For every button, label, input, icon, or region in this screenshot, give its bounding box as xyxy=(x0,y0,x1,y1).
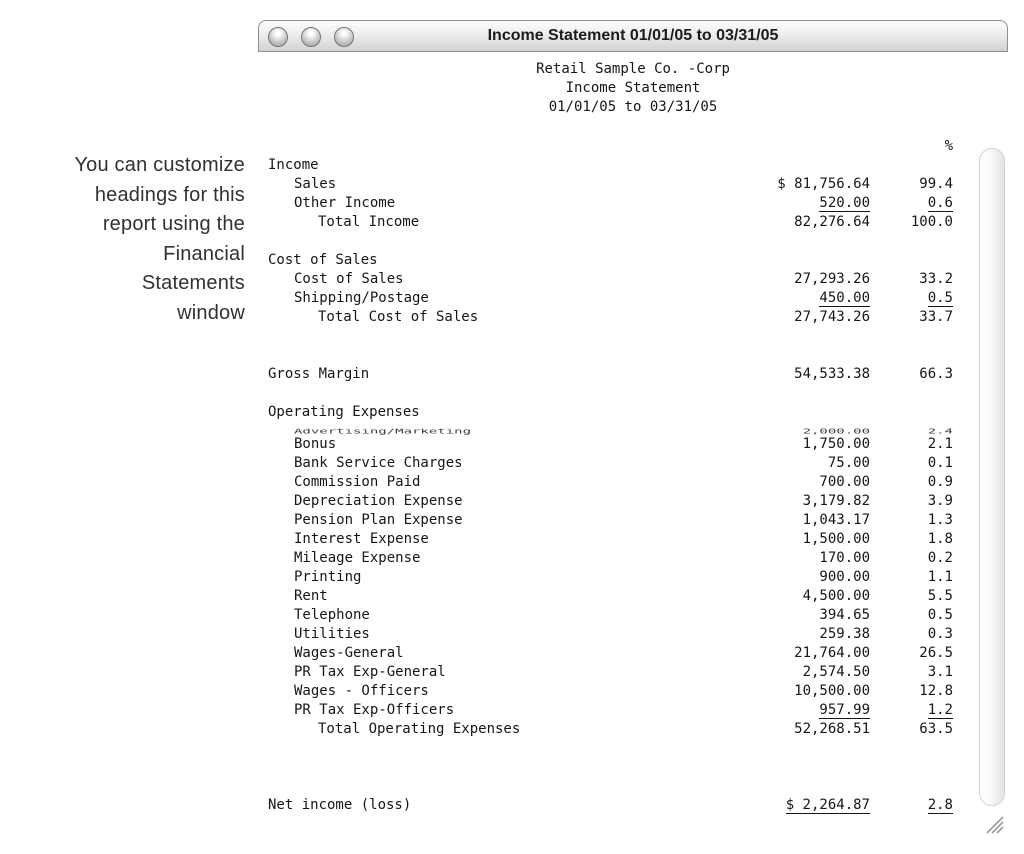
report-header xyxy=(258,52,1008,117)
report-section xyxy=(258,156,1008,232)
margin-note xyxy=(0,151,245,328)
section-header xyxy=(258,251,1008,270)
row-amount: 450.00 xyxy=(819,290,870,306)
row-label: Operating Expenses xyxy=(268,404,420,420)
row-amount: 27,293.26 xyxy=(794,271,870,287)
report-section xyxy=(258,403,1008,739)
row-label: Net income (loss) xyxy=(268,797,412,813)
row-percent: 12.8 xyxy=(919,683,953,699)
row-percent: 100.0 xyxy=(910,214,953,230)
report-row xyxy=(258,270,1008,289)
margin-note-line: window xyxy=(177,301,245,324)
row-amount xyxy=(700,251,870,270)
margin-note-line: report using the xyxy=(102,213,245,235)
company-name: Retail Sample Co. -Corp xyxy=(536,61,730,77)
row-amount: 394.65 xyxy=(819,607,870,623)
row-label: Total Cost of Sales xyxy=(318,309,479,325)
report-section xyxy=(258,365,1008,384)
scrollbar-thumb[interactable] xyxy=(979,148,1005,806)
minimize-button[interactable] xyxy=(301,27,321,47)
report-row xyxy=(258,289,1008,308)
row-percent: 26.5 xyxy=(919,645,953,661)
report-row xyxy=(258,422,1008,435)
row-amount xyxy=(700,156,870,175)
row-percent: 99.4 xyxy=(919,176,953,192)
zoom-button[interactable] xyxy=(334,27,354,47)
report-title: Income Statement xyxy=(565,80,701,96)
report-row xyxy=(258,213,1008,232)
window-titlebar[interactable] xyxy=(258,20,1008,52)
row-label: Pension Plan Expense xyxy=(294,512,463,528)
row-amount xyxy=(700,403,870,422)
margin-note-line: You can customize xyxy=(74,154,245,176)
report-row xyxy=(258,663,1008,682)
row-percent: 1.8 xyxy=(927,531,953,547)
row-label: Shipping/Postage xyxy=(294,290,429,306)
row-label: Interest Expense xyxy=(294,531,429,547)
row-percent: 2.8 xyxy=(927,797,953,813)
row-percent: 63.5 xyxy=(919,721,953,737)
report-row xyxy=(258,587,1008,606)
report-row xyxy=(258,511,1008,530)
window-title: Income Statement 01/01/05 to 03/31/05 xyxy=(487,27,779,44)
report-row xyxy=(258,644,1008,663)
row-label: Income xyxy=(268,157,319,173)
row-percent: 2.1 xyxy=(927,436,953,452)
column-header-row xyxy=(258,137,1008,156)
report-row xyxy=(258,720,1008,739)
row-percent: 0.3 xyxy=(927,626,953,642)
row-percent: 33.2 xyxy=(919,271,953,287)
row-label: Cost of Sales xyxy=(294,271,404,287)
report-row xyxy=(258,435,1008,454)
row-amount: 700.00 xyxy=(819,474,870,490)
row-label: PR Tax Exp-General xyxy=(294,664,446,680)
row-label: Wages - Officers xyxy=(294,683,429,699)
row-amount: 1,043.17 xyxy=(802,512,870,528)
row-amount: 75.00 xyxy=(827,455,870,471)
row-amount: 3,179.82 xyxy=(802,493,870,509)
row-percent: 1.2 xyxy=(927,702,953,718)
row-label: Depreciation Expense xyxy=(294,493,463,509)
report-row xyxy=(258,568,1008,587)
row-percent: 1.3 xyxy=(927,512,953,528)
row-label: Printing xyxy=(294,569,362,585)
report-row xyxy=(258,194,1008,213)
row-amount: 54,533.38 xyxy=(794,366,870,382)
row-label: Mileage Expense xyxy=(294,550,421,566)
report-body xyxy=(258,156,1008,815)
row-percent: 0.5 xyxy=(927,290,953,306)
row-percent: 0.9 xyxy=(927,474,953,490)
row-amount: 4,500.00 xyxy=(802,588,870,604)
row-amount: 259.38 xyxy=(819,626,870,642)
row-amount: 900.00 xyxy=(819,569,870,585)
report-row xyxy=(258,606,1008,625)
margin-note-line: Statements xyxy=(141,272,245,294)
row-label: PR Tax Exp-Officers xyxy=(294,702,455,718)
report-row xyxy=(258,308,1008,327)
row-percent: 0.1 xyxy=(927,455,953,471)
percent-column-header: % xyxy=(944,138,953,154)
row-amount: 2,574.50 xyxy=(802,664,870,680)
row-label: Other Income xyxy=(294,195,396,211)
row-label: Bank Service Charges xyxy=(294,455,463,471)
row-label: Total Operating Expenses xyxy=(318,721,521,737)
row-percent: 0.5 xyxy=(927,607,953,623)
row-amount: 2,000.00 xyxy=(802,427,870,435)
row-percent: 33.7 xyxy=(919,309,953,325)
section-header xyxy=(258,156,1008,175)
row-label: Commission Paid xyxy=(294,474,421,490)
row-percent: 2.4 xyxy=(927,427,953,435)
row-amount: 27,743.26 xyxy=(794,309,870,325)
report-row xyxy=(258,530,1008,549)
report-section xyxy=(258,251,1008,327)
row-amount: $ 81,756.64 xyxy=(777,176,870,192)
row-label: Total Income xyxy=(318,214,420,230)
row-label: Gross Margin xyxy=(268,366,370,382)
resize-grip-icon[interactable] xyxy=(979,809,1005,835)
row-label: Utilities xyxy=(294,626,370,642)
report-section xyxy=(258,796,1008,815)
row-amount: 1,750.00 xyxy=(802,436,870,452)
row-amount: 21,764.00 xyxy=(794,645,870,661)
report-window xyxy=(258,20,1008,838)
report-row xyxy=(258,175,1008,194)
row-percent: 66.3 xyxy=(919,366,953,382)
row-amount: 82,276.64 xyxy=(794,214,870,230)
row-label: Sales xyxy=(294,176,337,192)
row-label: Bonus xyxy=(294,436,337,452)
row-amount: 52,268.51 xyxy=(794,721,870,737)
row-percent xyxy=(870,403,953,422)
row-percent: 1.1 xyxy=(927,569,953,585)
report-row xyxy=(258,625,1008,644)
row-percent: 0.2 xyxy=(927,550,953,566)
row-percent: 3.1 xyxy=(927,664,953,680)
report-row xyxy=(258,682,1008,701)
report-row xyxy=(258,701,1008,720)
row-percent xyxy=(870,251,953,270)
margin-note-line: headings for this xyxy=(94,183,245,206)
row-amount: $ 2,264.87 xyxy=(785,797,870,813)
row-percent: 5.5 xyxy=(927,588,953,604)
row-amount: 520.00 xyxy=(819,195,870,211)
margin-note-line: Financial xyxy=(163,242,245,265)
close-button[interactable] xyxy=(268,27,288,47)
report-row xyxy=(258,796,1008,815)
report-row xyxy=(258,454,1008,473)
row-label: Rent xyxy=(294,588,328,604)
row-label: Cost of Sales xyxy=(268,252,378,268)
row-amount: 957.99 xyxy=(819,702,870,718)
row-percent xyxy=(870,156,953,175)
report-content xyxy=(258,52,1008,838)
report-row xyxy=(258,492,1008,511)
report-period: 01/01/05 to 03/31/05 xyxy=(548,99,718,115)
report-row xyxy=(258,549,1008,568)
row-label: Telephone xyxy=(294,607,370,623)
row-amount: 1,500.00 xyxy=(802,531,870,547)
report-row xyxy=(258,473,1008,492)
row-percent: 3.9 xyxy=(927,493,953,509)
row-amount: 10,500.00 xyxy=(794,683,870,699)
report-row xyxy=(258,365,1008,384)
row-amount: 170.00 xyxy=(819,550,870,566)
row-percent: 0.6 xyxy=(927,195,953,211)
row-label: Wages-General xyxy=(294,645,404,661)
section-header xyxy=(258,403,1008,422)
row-label: Advertising/Marketing xyxy=(294,428,472,435)
